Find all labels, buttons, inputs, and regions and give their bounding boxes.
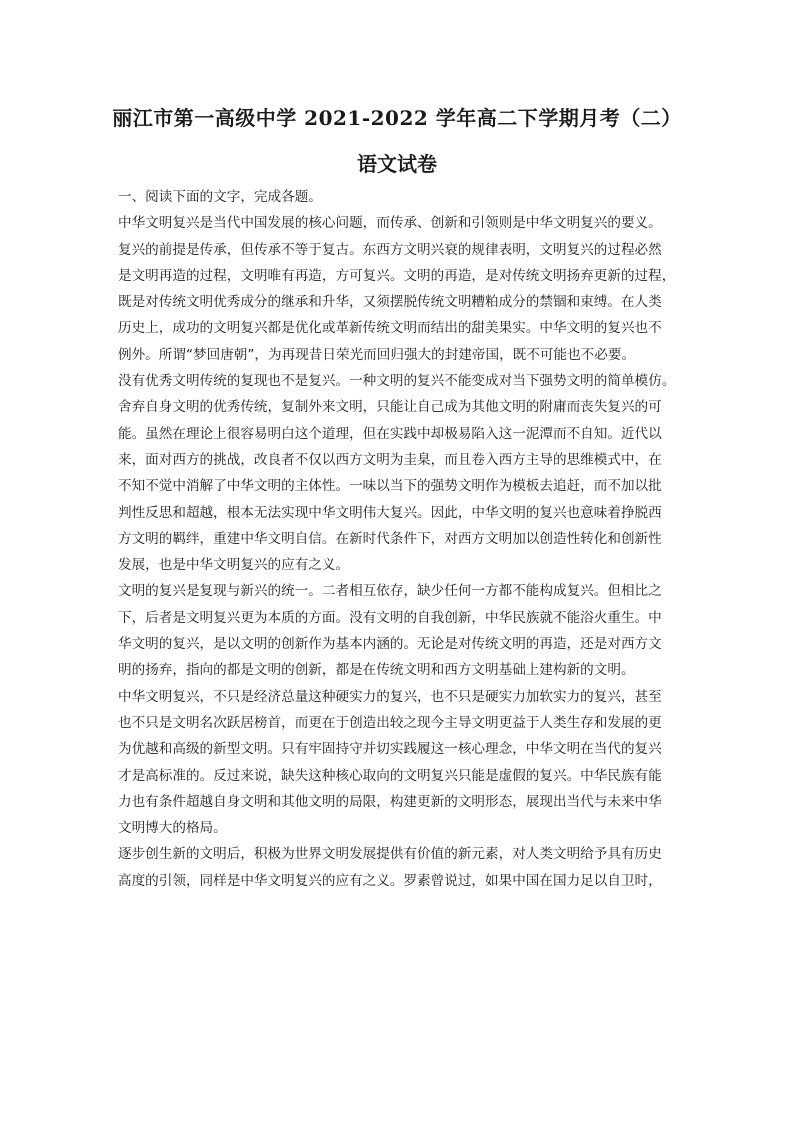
text-line: 发展，也是中华文明复兴的应有之义。 — [118, 557, 350, 574]
text-line: 才是高标准的。反过来说，缺失这种核心取向的文明复兴只能是虚假的复兴。中华民族有能 — [118, 767, 662, 784]
text-line: 既是对传统文明优秀成分的继承和升华，又须摆脱传统文明糟粕成分的禁锢和束缚。在人类 — [118, 294, 662, 311]
text-line: 判性反思和超越，根本无法实现中华文明伟大复兴。因此，中华文明的复兴也意味着挣脱西 — [118, 504, 662, 521]
text-line: 舍弃自身文明的优秀传统，复制外来文明，只能让自己成为其他文明的附庸而丧失复兴的可 — [118, 399, 662, 416]
exam-title: 丽江市第一高级中学 2021-2022 学年高二下学期月考（二） — [112, 106, 682, 130]
text-line: 中华文明复兴，不只是经济总量这种硬实力的复兴，也不只是硬实力加软实力的复兴，甚至 — [118, 688, 662, 705]
text-line: 能。虽然在理论上很容易明白这个道理，但在实践中却极易陷入这一泥潭而不自知。近代以 — [118, 425, 662, 442]
text-line: 复兴的前提是传承，但传承不等于复古。东西方文明兴衰的规律表明，文明复兴的过程必然 — [118, 241, 662, 258]
text-line: 华文明的复兴，是以文明的创新作为基本内涵的。无论是对传统文明的再造，还是对西方文 — [118, 636, 662, 653]
exam-title-block — [0, 104, 794, 178]
text-line: 逐步创生新的文明后，积极为世界文明发展提供有价值的新元素，对人类文明给予具有历史 — [118, 846, 662, 863]
text-line: 是文明再造的过程，文明唯有再造，方可复兴。文明的再造，是对传统文明扬弃更新的过程， — [118, 267, 676, 284]
text-line: 历史上，成功的文明复兴都是优化或革新传统文明而结出的甜美果实。中华文明的复兴也不 — [118, 320, 662, 337]
text-line: 为优越和高级的新型文明。只有牢固持守并切实践履这一核心理念，中华文明在当代的复兴 — [118, 741, 662, 758]
text-line: 下，后者是文明复兴更为本质的方面。没有文明的自我创新，中华民族就不能浴火重生。中 — [118, 609, 662, 626]
text-line: 高度的引领，同样是中华文明复兴的应有之义。罗素曾说过，如果中国在国力足以自卫时， — [118, 872, 662, 889]
text-line: 来，面对西方的挑战，改良者不仅以西方文明为圭臬，而且卷入西方主导的思维模式中，在 — [118, 451, 662, 468]
text-line: 也不只是文明名次跃居榜首，而更在于创造出较之现今主导文明更益于人类生存和发展的更 — [118, 714, 662, 731]
text-line: 例外。所谓“梦回唐朝”，为再现昔日荣光而回归强大的封建帝国，既不可能也不必要。 — [118, 346, 636, 363]
reading-content — [118, 184, 683, 894]
text-line: 没有优秀文明传统的复现也不是复兴。一种文明的复兴不能变成对当下强势文明的简单模仿。 — [118, 373, 676, 390]
text-line: 中华文明复兴是当代中国发展的核心问题，而传承、创新和引领则是中华文明复兴的要义。 — [118, 215, 662, 232]
paragraph-5 — [118, 841, 683, 894]
text-line: 文明博大的格局。 — [118, 820, 227, 837]
text-line: 不知不觉中消解了中华文明的主体性。一味以当下的强势文明作为模板去追赶，而不加以批 — [118, 478, 662, 495]
exam-subject-title: 语文试卷 — [357, 152, 437, 176]
text-line: 文明的复兴是复现与新兴的统一。二者相互依存，缺少任何一方都不能构成复兴。但相比之 — [118, 583, 662, 600]
paragraph-1 — [118, 210, 683, 368]
paragraph-2 — [118, 368, 683, 578]
paragraph-3 — [118, 578, 683, 683]
text-line: 明的扬弃，指向的都是文明的创新，都是在传统文明和西方文明基础上建构新的文明。 — [118, 662, 635, 679]
section-heading: 一、阅读下面的文字，完成各题。 — [118, 189, 322, 205]
paragraph-4 — [118, 684, 683, 842]
text-line: 力也有条件超越自身文明和其他文明的局限，构建更新的文明形态，展现出当代与未来中华 — [118, 793, 662, 810]
text-line: 方文明的羁绊，重建中华文明自信。在新时代条件下，对西方文明加以创造性转化和创新性 — [118, 530, 662, 547]
